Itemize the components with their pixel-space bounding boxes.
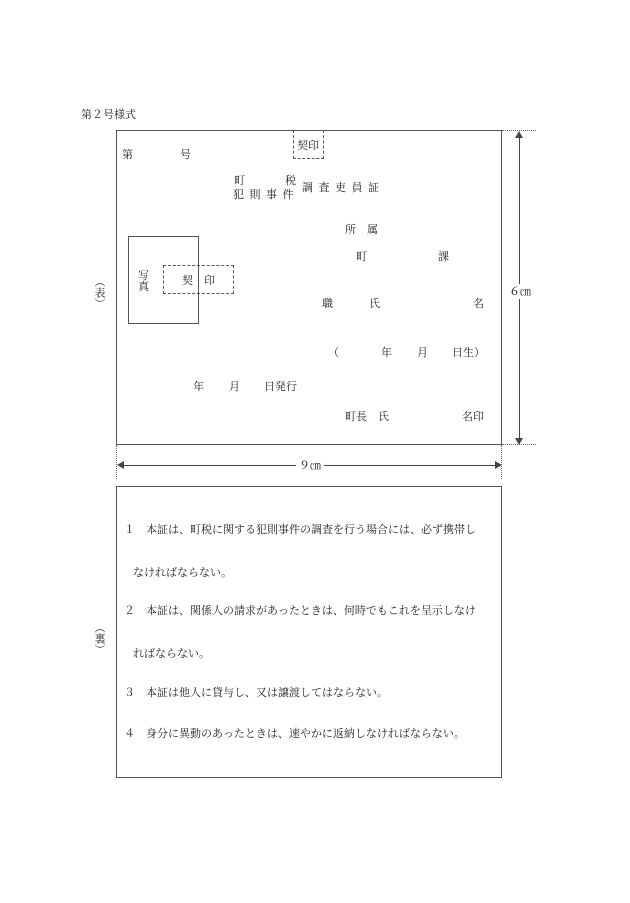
card-title: 調 査 吏 員 証: [302, 181, 380, 194]
arrow-down-icon: [515, 438, 523, 445]
seal-box-top-label: 契印: [297, 139, 319, 152]
note-2-cont: ればならない。: [133, 647, 210, 660]
title-line1-town: 町: [234, 174, 245, 187]
note-1-cont: なければならない。: [133, 566, 232, 579]
issue-year: 年: [193, 380, 204, 393]
front-side-label: （表）: [93, 276, 106, 309]
mayor-seal: 名印: [462, 410, 484, 423]
number-prefix: 第: [122, 148, 133, 161]
name-label: 氏: [369, 297, 380, 310]
position-label: 職: [322, 297, 333, 310]
birth-day: 日生）: [452, 346, 485, 359]
town-label: 町: [356, 250, 367, 263]
form-title: 第２号様式: [81, 108, 136, 121]
note-4: ４ 身分に異動のあったときは、速やかに返納しなければならない。: [124, 727, 465, 740]
note-3: ３ 本証は他人に貸与し、又は譲渡してはならない。: [124, 686, 388, 699]
photo-label: 写 真: [138, 269, 149, 293]
title-line2: 犯 則 事 件: [233, 188, 295, 201]
issue-day: 日発行: [264, 380, 297, 393]
mayor-name: 町長 氏: [345, 410, 389, 423]
height-label: ６㎝: [509, 285, 531, 298]
seal-box-mid: [163, 265, 234, 294]
name-suffix: 名: [473, 297, 484, 310]
seal-box-top: [293, 130, 324, 159]
note-1: １ 本証は、町税に関する犯則事件の調査を行う場合には、必ず携帯し: [124, 523, 476, 536]
back-side-label: （裏）: [93, 622, 106, 655]
title-line1-tax: 税: [285, 174, 296, 187]
issue-month: 月: [229, 380, 240, 393]
birth-month: 月: [417, 346, 428, 359]
arrow-right-icon: [495, 461, 502, 469]
width-label: ９㎝: [296, 460, 324, 471]
arrow-left-icon: [117, 461, 124, 469]
birth-open: （: [328, 346, 339, 359]
arrow-up-icon: [515, 131, 523, 138]
seal-box-mid-label: 契 印: [182, 274, 215, 287]
birth-year: 年: [381, 346, 392, 359]
section-label: 課: [438, 250, 449, 263]
number-suffix: 号: [180, 148, 191, 161]
affiliation-label: 所 属: [345, 223, 378, 236]
note-2: ２ 本証は、関係人の請求があったときは、何時でもこれを呈示しなけ: [124, 604, 476, 617]
